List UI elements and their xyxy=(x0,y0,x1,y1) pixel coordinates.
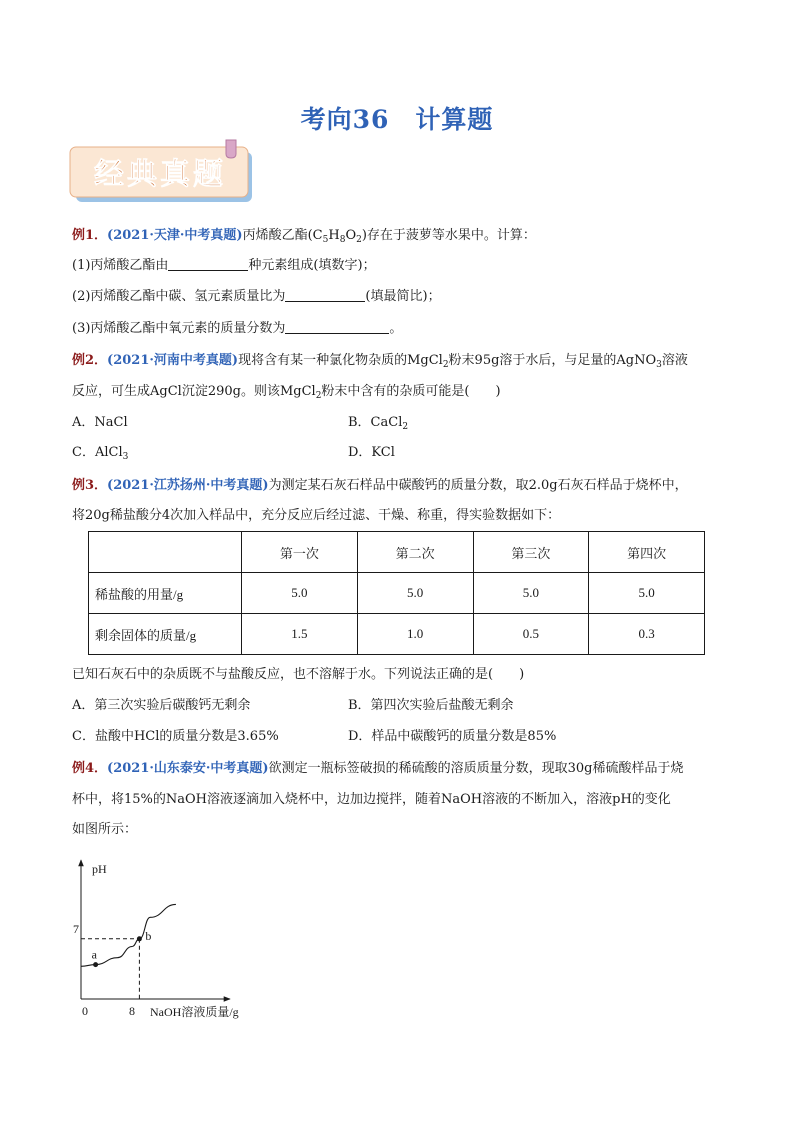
table-cell: 5.0 xyxy=(357,573,473,614)
ex4-source: (2021·山东泰安·中考真题) xyxy=(107,761,269,776)
ex2-source: (2021·河南中考真题) xyxy=(107,353,239,368)
table-cell: 1.0 xyxy=(357,614,473,655)
point-a-label: a xyxy=(91,947,97,962)
point-b-marker xyxy=(137,936,142,941)
y-tick-label: 7 xyxy=(73,922,79,936)
banner-clip-icon xyxy=(226,140,236,158)
ex1-q3: (3)丙烯酸乙酯中氧元素的质量分数为 。 xyxy=(72,321,403,336)
table-header-cell: 第一次 xyxy=(242,532,358,573)
ex1-source: (2021·天津·中考真题) xyxy=(107,228,243,243)
ex1-label: 例1． xyxy=(72,228,108,243)
ex2-option-a[interactable]: A．NaCl xyxy=(72,415,128,430)
ex2-option-d[interactable]: D．KCl xyxy=(348,445,395,460)
table-cell: 5.0 xyxy=(589,573,705,614)
ex3-option-c[interactable]: C．盐酸中HCl的质量分数是3.65% xyxy=(72,729,279,744)
ex2-option-b[interactable]: B．CaCl$_2$ xyxy=(348,415,409,432)
ex3-stem: 例3．(2021·江苏扬州·中考真题)为测定某石灰石样品中碳酸钙的质量分数，取2.0g石灰石样品于烧杯中， xyxy=(72,478,688,493)
ex2-stem-cont: 反应，可生成AgCl沉淀290g。则该MgCl$_2$粉末中含有的杂质可能是( ) xyxy=(72,384,501,401)
ex4-stem: 例4．(2021·山东泰安·中考真题)欲测定一瓶标签破损的稀硫酸的溶质质量分数，现取30g稀硫酸样品于烧 xyxy=(72,761,684,776)
y-axis-label: pH xyxy=(92,862,107,876)
table-cell: 5.0 xyxy=(473,573,589,614)
table-row xyxy=(89,614,705,655)
table-cell: 稀盐酸的用量/g xyxy=(89,573,242,614)
ex1-q1: (1)丙烯酸乙酯由 种元素组成(填数字)； xyxy=(72,258,376,273)
x-axis-label: NaOH溶液质量/g xyxy=(150,1005,239,1019)
ex4-label: 例4． xyxy=(72,761,108,776)
ex2-label: 例2． xyxy=(72,353,108,368)
table-cell: 0.3 xyxy=(589,614,705,655)
table-header-cell: 第四次 xyxy=(589,532,705,573)
ex1-stem: 例1．(2021·天津·中考真题)丙烯酸乙酯$(C_5H_8O_2)$存在于菠萝等水果中。计算： xyxy=(72,228,536,245)
answer-blank[interactable] xyxy=(285,287,365,302)
ex3-question: 已知石灰石中的杂质既不与盐酸反应，也不溶解于水。下列说法正确的是( ) xyxy=(72,667,525,682)
ex1-q2: (2)丙烯酸乙酯中碳、氢元素质量比为 (填最简比)； xyxy=(72,289,441,304)
ex4-stem-cont2: 如图所示： xyxy=(72,822,138,837)
table-header-cell: 第二次 xyxy=(357,532,473,573)
ph-graph xyxy=(70,852,270,1027)
ex3-option-d[interactable]: D．样品中碳酸钙的质量分数是85% xyxy=(348,729,557,744)
table-header-cell xyxy=(89,532,242,573)
origin-tick-label: 0 xyxy=(82,1004,88,1018)
point-a-marker xyxy=(93,962,98,967)
table-cell: 5.0 xyxy=(242,573,358,614)
ex3-source: (2021·江苏扬州·中考真题) xyxy=(107,478,269,493)
answer-blank[interactable] xyxy=(168,256,248,271)
ex3-label: 例3． xyxy=(72,478,108,493)
ex2-option-c[interactable]: C．AlCl$_3$ xyxy=(72,445,129,462)
answer-blank[interactable] xyxy=(285,319,389,334)
point-b-label: b xyxy=(145,928,152,943)
page-title: 考向36 计算题 xyxy=(300,105,494,134)
table-cell: 1.5 xyxy=(242,614,358,655)
table-header-row xyxy=(89,532,705,573)
banner xyxy=(68,138,258,204)
ex3-option-a[interactable]: A．第三次实验后碳酸钙无剩余 xyxy=(72,698,251,713)
table-cell: 0.5 xyxy=(473,614,589,655)
table-row xyxy=(89,573,705,614)
ex2-stem: 例2．(2021·河南中考真题)现将含有某一种氯化物杂质的MgCl$_2$粉末95g溶于水后，与足量的AgNO$_3$溶液 xyxy=(72,353,688,370)
table-header-cell: 第三次 xyxy=(473,532,589,573)
banner-text: 经典真题 xyxy=(94,157,226,192)
ex4-stem-cont: 杯中，将15%的NaOH溶液逐滴加入烧杯中，边加边搅拌，随着NaOH溶液的不断加入，溶液pH的变化 xyxy=(72,792,671,807)
table-cell: 剩余固体的质量/g xyxy=(89,614,242,655)
ex3-option-b[interactable]: B．第四次实验后盐酸无剩余 xyxy=(348,698,514,713)
data-table xyxy=(88,531,705,655)
ex3-stem-cont: 将20g稀盐酸分4次加入样品中，充分反应后经过滤、干燥、称重，得实验数据如下： xyxy=(72,508,561,523)
x-tick-label: 8 xyxy=(129,1004,135,1018)
